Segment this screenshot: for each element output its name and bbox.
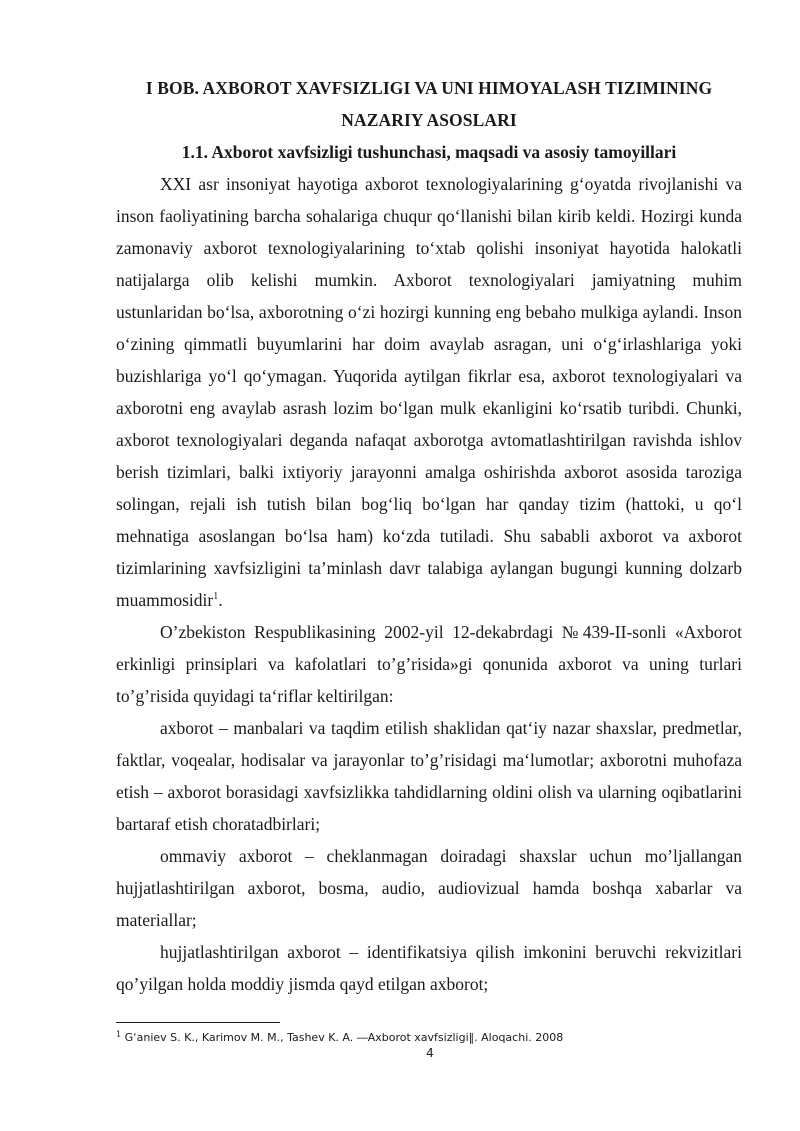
paragraph-intro-end: . bbox=[218, 590, 223, 610]
paragraph-intro-text: XXI asr insoniyat hayotiga axborot texnologiyalarining g‘oyatda rivojlanishi va inson faoliyatining barcha sohalariga chuqur qo‘llanishi bilan kirib keldi. Hozirgi kunda zamonaviy axborot texnologiyalarining to‘xtab qolishi insoniyat hayotida halokatli natijalarga olib kelishi mumkin. Axborot texnologiyalari jamiyatning muhim ustunlaridan bo‘lsa, axborotning o‘zi hozirgi kunning eng bebaho mulkiga aylandi. Inson o‘zining qimmatli buyumlarini har doim avaylab asragan, uni o‘g‘irlashlariga yoki buzishlariga yo‘l qo‘ymagan. Yuqorida aytilgan fikrlar esa, axborot texnologiyalari va axborotni eng avaylab asrash lozim bo‘lgan mulk ekanligini ko‘rsatib turibdi. Chunki, axborot texnologiyalari deganda nafaqat axborotga avtomatlashtirilgan ravishda ishlov berish tizimlari, balki ixtiyoriy jarayonni amalga oshirishda axborot asosida taroziga solingan, rejali ish tutish bilan bog‘liq bo‘lgan har qanday tizim (hattoki, u qo‘l mehnatiga asoslangan bo‘lsa ham) ko‘zda tutiladi. Shu sababli axborot va axborot tizimlarining xavfsizligini ta’minlash davr talabiga aylangan bugungi kunning dolzarb muammosidir bbox=[116, 174, 742, 610]
page-number: 4 bbox=[426, 1046, 434, 1060]
section-title: 1.1. Axborot xavfsizligi tushunchasi, maqsadi va asosiy tamoyillari bbox=[181, 142, 677, 162]
footnote bbox=[116, 1030, 742, 1046]
paragraph-law: O’zbekiston Respublikasining 2002-yil 12-dekabrdagi №439-II-sonli «Axborot erkinligi prinsiplari va kafolatlari to’g’risida»gi qonunida axborot va uning turlari to’g’risida quyidagi ta‘riflar keltirilgan: bbox=[116, 622, 742, 706]
page-body bbox=[116, 72, 742, 1000]
footnote-separator bbox=[116, 1022, 280, 1023]
paragraph-definition-ommaviy: ommaviy axborot – cheklanmagan doiradagi shaxslar uchun mo’ljallangan hujjatlashtirilgan axborot, bosma, audio, audiovizual hamda boshqa xabarlar va materiallar; bbox=[116, 846, 742, 930]
footnote-text: G‘aniev S. K., Karimov M. M., Tashev K. A. ―Axborot xavfsizligi‖. Aloqachi. 2008 bbox=[121, 1031, 564, 1044]
footnote-reference[interactable]: 1 bbox=[213, 591, 219, 603]
footnote-number: 1 bbox=[116, 1029, 122, 1039]
paragraph-definition-axborot: axborot – manbalari va taqdim etilish shaklidan qat‘iy nazar shaxslar, predmetlar, faktlar, voqealar, hodisalar va jarayonlar to’g’risidagi ma‘lumotlar; axborotni muhofaza etish – axborot borasidagi xavfsizlikka tahdidlarning oldini olish va ularning oqibatlarini bartaraf etish choratadbirlari; bbox=[116, 718, 742, 834]
paragraph-intro bbox=[116, 168, 742, 616]
paragraph-definition-hujjat: hujjatlashtirilgan axborot – identifikatsiya qilish imkonini beruvchi rekvizitlari qo’yilgan holda moddiy jismda qayd etilgan axborot; bbox=[116, 942, 742, 994]
chapter-title: I BOB. AXBOROT XAVFSIZLIGI VA UNI HIMOYALASH TIZIMINING NAZARIY ASOSLARI bbox=[145, 78, 713, 130]
